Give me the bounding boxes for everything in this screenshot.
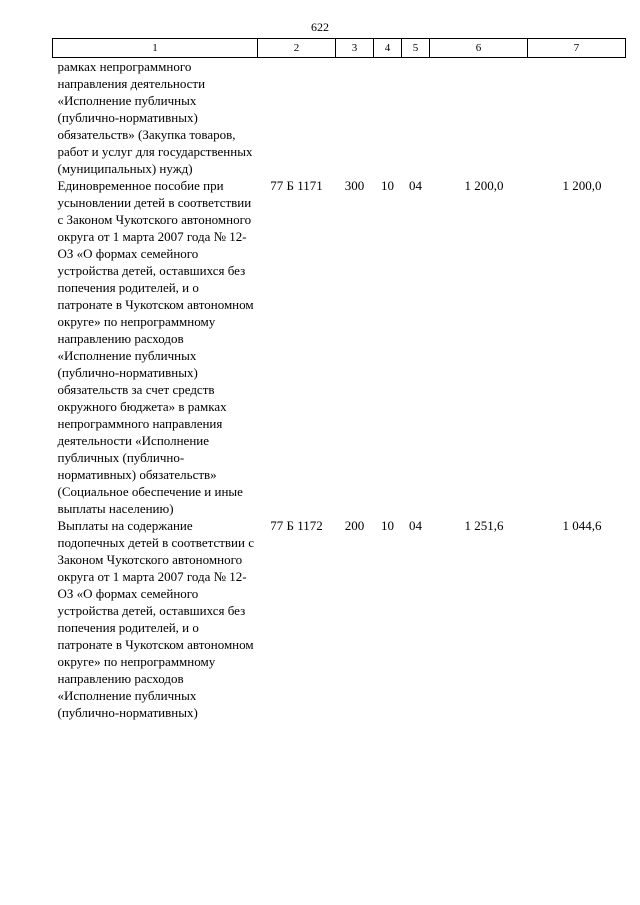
row-description: Единовременное пособие при усыновлении детей в соответствии с Законом Чукотского автономного округа от 1 марта 2007 года № 12-ОЗ «О формах семейного устройства детей, оставшихся без попечения родителей, и о патронате в Чукотском автономном округе» по непрограммному направлению расходов «Исполнение публичных (публично-нормативных) обязательств за счет средств окружного бюджета» в рамках непрограммного направления деятельности «Исполнение публичных (публично-нормативных) обязательств» (Социальное обеспечение и иные выплаты населению) (57, 178, 254, 516)
row-description: Выплаты на содержание подопечных детей в соответствии с Законом Чукотского автономного округа от 1 марта 2007 года № 12-ОЗ «О формах семейного устройства детей, оставшихся без попечения родителей, и о патронате в Чукотском автономном округе» по непрограммному направлению расходов «Исполнение публичных (публично-нормативных) (57, 518, 254, 720)
row-target-code: 77 Б 1171 (270, 178, 323, 193)
header-col-3: 3 (336, 39, 374, 58)
header-col-5: 5 (402, 39, 430, 58)
header-col-4: 4 (374, 39, 402, 58)
header-row (53, 39, 626, 58)
row-subsection: 04 (409, 178, 422, 193)
row-expense-type (336, 58, 374, 178)
table-body (53, 58, 626, 722)
row-subsection (402, 58, 430, 178)
row-target-code (258, 58, 336, 178)
row-expense-type: 200 (344, 518, 365, 533)
row-amount-2: 1 044,6 (562, 518, 602, 533)
row-description: рамках непрограммного направления деятельности «Исполнение публичных (публично-нормативных) обязательств» (Закупка товаров, работ и услуг для государственных (муниципальных) нужд) (57, 59, 253, 176)
table-row (53, 517, 626, 721)
row-amount-2: 1 200,0 (562, 178, 602, 193)
row-amount-1 (430, 58, 528, 178)
header-col-6: 6 (430, 39, 528, 58)
header-col-1: 1 (53, 39, 258, 58)
row-target-code: 77 Б 1172 (270, 518, 323, 533)
row-subsection: 04 (409, 518, 422, 533)
budget-table (52, 38, 626, 721)
row-expense-type: 300 (344, 178, 365, 193)
row-amount-1: 1 200,0 (464, 178, 504, 193)
row-section: 10 (381, 178, 394, 193)
row-amount-2 (528, 58, 626, 178)
table-row (53, 177, 626, 517)
table-row (53, 58, 626, 178)
row-amount-1: 1 251,6 (464, 518, 504, 533)
table-header (53, 39, 626, 58)
row-section (374, 58, 402, 178)
header-col-7: 7 (528, 39, 626, 58)
header-col-2: 2 (258, 39, 336, 58)
row-section: 10 (381, 518, 394, 533)
page-number: 622 (311, 20, 329, 34)
